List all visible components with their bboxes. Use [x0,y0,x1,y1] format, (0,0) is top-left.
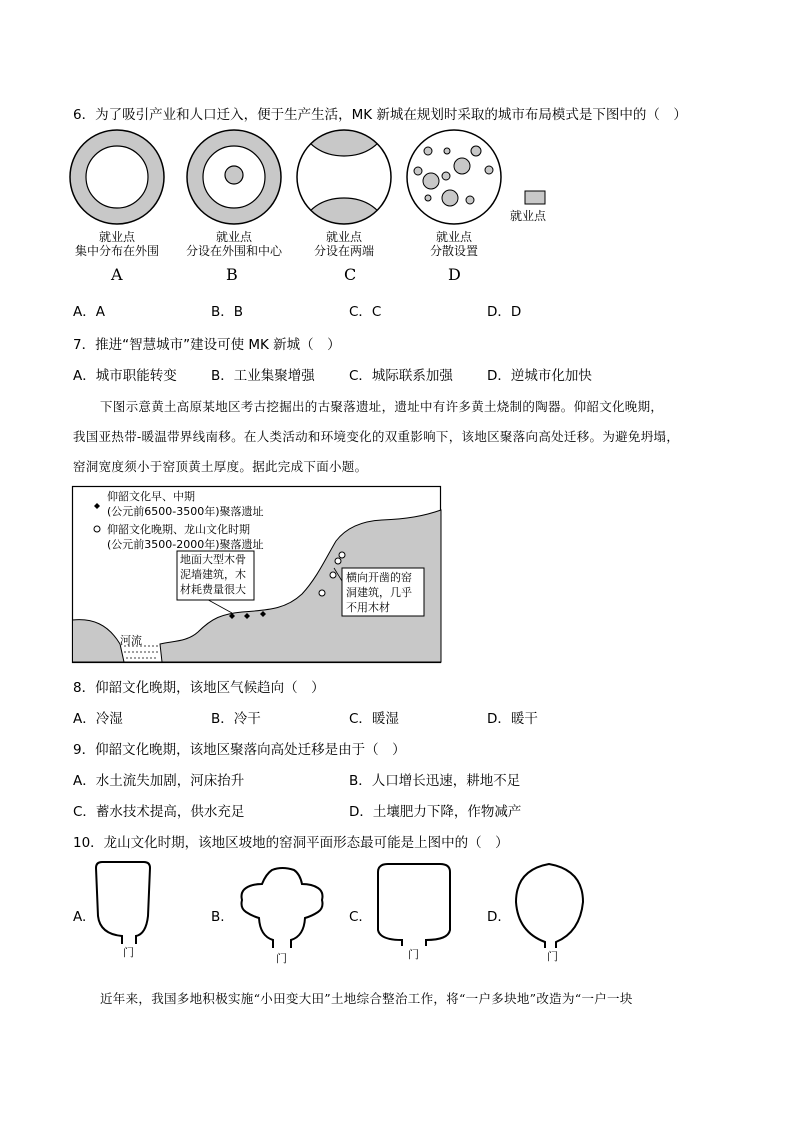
figure-d-caption: 就业点 分散设置 [429,230,478,258]
q9-option-c[interactable]: C．蓄水技术提高，供水充足 [73,804,245,820]
q10-option-d[interactable]: D. [487,909,502,925]
figure-d-letter: D [448,265,461,284]
passage-line-3: 窑洞宽度须小于窑顶黄土厚度。据此完成下面小题。 [73,459,368,474]
figure-b-caption: 就业点 分设在外围和中心 [185,230,282,258]
legend-hollow-circle-icon [94,526,100,532]
figure-b-letter: B [226,265,238,284]
shape-d [516,864,583,948]
next-passage-line: 近年来，我国多地积极实施“小田变大田”土地综合整治工作，将“一户多块地”改造为“一户一块 [100,991,633,1006]
figure-a-diagram [70,130,164,224]
figure-d-diagram [407,130,501,224]
q9-stem: 9．仰韶文化晚期，该地区聚落向高处迁移是由于（ ） [73,742,406,758]
door-label-c: 门 [408,948,419,961]
legend-label: 就业点 [510,209,547,223]
figure-b-diagram [187,130,281,224]
figure-c-letter: C [344,265,357,284]
q10-option-b[interactable]: B. [211,909,225,925]
passage-line-2: 我国亚热带-暖温带界线南移。在人类活动和环境变化的双重影响下，该地区聚落向高处迁移。为避免坍塌， [73,429,680,444]
q10-stem: 10．龙山文化时期，该地区坡地的窑洞平面形态最可能是上图中的（ ） [73,835,509,851]
q8-stem: 8．仰韶文化晚期，该地区气候趋向（ ） [73,680,325,696]
passage-line-1: 下图示意黄土高原某地区考古挖掘出的古聚落遗址，遗址中有许多黄土烧制的陶器。仰韶文化晚期， [100,399,664,414]
legend1-line-b: (公元前6500-3500年)聚落遗址 [107,505,264,518]
legend-swatch [525,191,545,204]
q9-option-d[interactable]: D．土壤肥力下降，作物减产 [349,804,522,820]
q8-option-c[interactable]: C．暖湿 [349,711,399,727]
q8-option-a[interactable]: A．冷湿 [73,711,123,727]
figure-a-letter: A [111,265,123,284]
legend2-line-a: 仰韶文化晚期、龙山文化时期 [107,523,250,536]
callout-cave-dwelling: 横向开凿的窑 洞建筑，几乎 不用木材 [346,571,412,614]
q7-option-a[interactable]: A．城市职能转变 [73,368,177,384]
q6-option-a[interactable]: A．A [73,304,105,320]
figure-a-caption: 就业点 集中分布在外围 [74,230,159,258]
q9-option-a[interactable]: A．水土流失加剧，河床抬升 [73,773,245,789]
legend1-line-a: 仰韶文化早、中期 [107,490,195,503]
q8-option-b[interactable]: B．冷干 [211,711,261,727]
q9-option-b[interactable]: B．人口增长迅速，耕地不足 [349,773,521,789]
q10-option-c[interactable]: C. [349,909,363,925]
q7-option-b[interactable]: B．工业集聚增强 [211,368,315,384]
shape-b [242,868,323,948]
q6-option-c[interactable]: C．C [349,304,382,320]
shape-c [378,864,450,946]
q7-stem: 7．推进“智慧城市”建设可使 MK 新城（ ） [73,337,341,353]
q6-option-b[interactable]: B．B [211,304,244,320]
door-label-a: 门 [123,946,134,959]
q7-option-c[interactable]: C．城际联系加强 [349,368,453,384]
q8-option-d[interactable]: D．暖干 [487,711,538,727]
door-label-d: 门 [547,950,558,963]
q6-option-d[interactable]: D．D [487,304,522,320]
river-label: 河流 [120,634,142,647]
q6-stem: 6．为了吸引产业和人口迁入，便于生产生活，MK 新城在规划时采取的城市布局模式是下图中的（ ） [73,107,687,123]
callout-wood-building: 地面大型木骨 泥墙建筑，木 材耗费量很大 [180,553,246,596]
legend2-line-b: (公元前3500-2000年)聚落遗址 [107,538,264,551]
q10-option-a[interactable]: A. [73,909,87,925]
q7-option-d[interactable]: D．逆城市化加快 [487,368,592,384]
door-label-b: 门 [276,952,287,965]
figure-c-caption: 就业点 分设在两端 [313,230,374,258]
q10-shapes [0,856,794,966]
shape-a [96,862,150,944]
